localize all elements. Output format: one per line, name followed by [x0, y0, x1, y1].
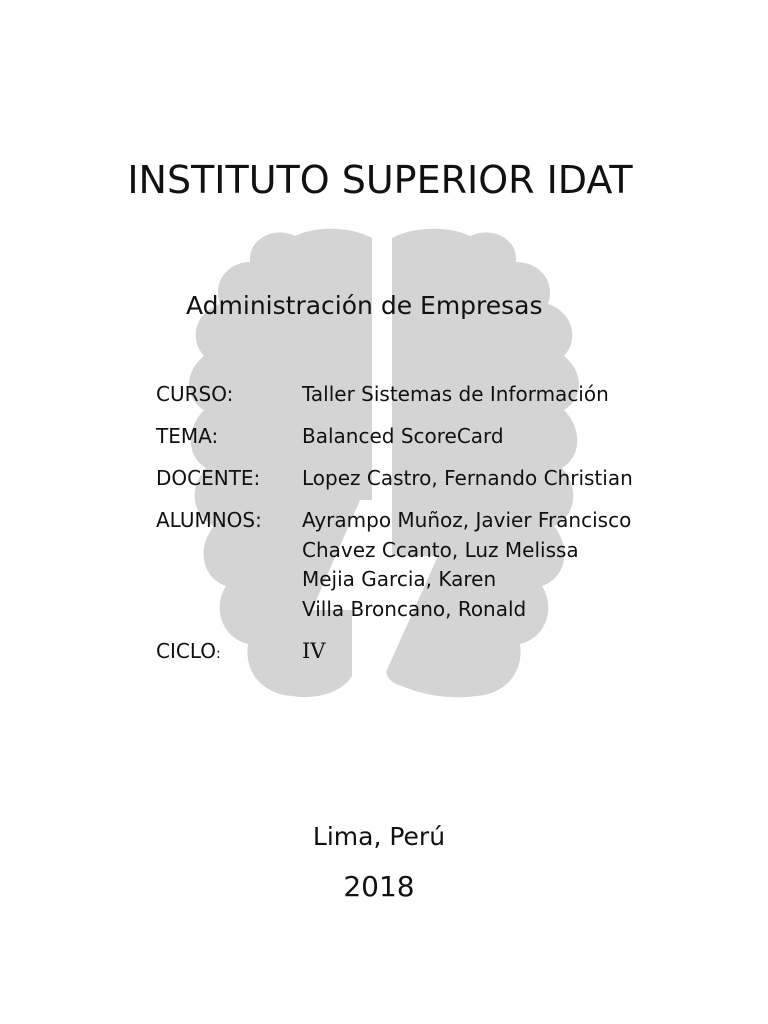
- city-label: Lima, Perú: [312, 822, 446, 851]
- career-subtitle: Administración de Empresas: [186, 291, 543, 320]
- students-list: [302, 506, 633, 624]
- topic-row: [156, 422, 633, 451]
- info-block: [156, 380, 633, 682]
- year-label: 2018: [343, 870, 415, 903]
- cycle-value: IV: [302, 639, 326, 663]
- cycle-label: CICLO: [156, 639, 216, 663]
- students-label: ALUMNOS:: [156, 508, 262, 532]
- teacher-row: [156, 464, 633, 493]
- course-row: [156, 380, 633, 409]
- student-name: Chavez Ccanto, Luz Melissa: [302, 537, 579, 562]
- teacher-value: Lopez Castro, Fernando Christian: [302, 466, 633, 490]
- cycle-row: [156, 637, 633, 669]
- student-name: Mejia Garcia, Karen: [302, 567, 497, 591]
- cycle-label-wrap: [156, 637, 302, 669]
- course-value: Taller Sistemas de Información: [302, 382, 609, 406]
- cycle-colon: :: [216, 646, 221, 662]
- topic-label: TEMA:: [156, 424, 219, 448]
- student-name: Ayrampo Muñoz, Javier Francisco: [302, 508, 632, 532]
- course-label: CURSO:: [156, 382, 234, 406]
- institute-title: INSTITUTO SUPERIOR IDAT: [127, 158, 633, 202]
- topic-value: Balanced ScoreCard: [302, 424, 504, 448]
- teacher-label: DOCENTE:: [156, 466, 261, 490]
- student-name: Villa Broncano, Ronald: [302, 596, 527, 621]
- students-row: [156, 506, 633, 624]
